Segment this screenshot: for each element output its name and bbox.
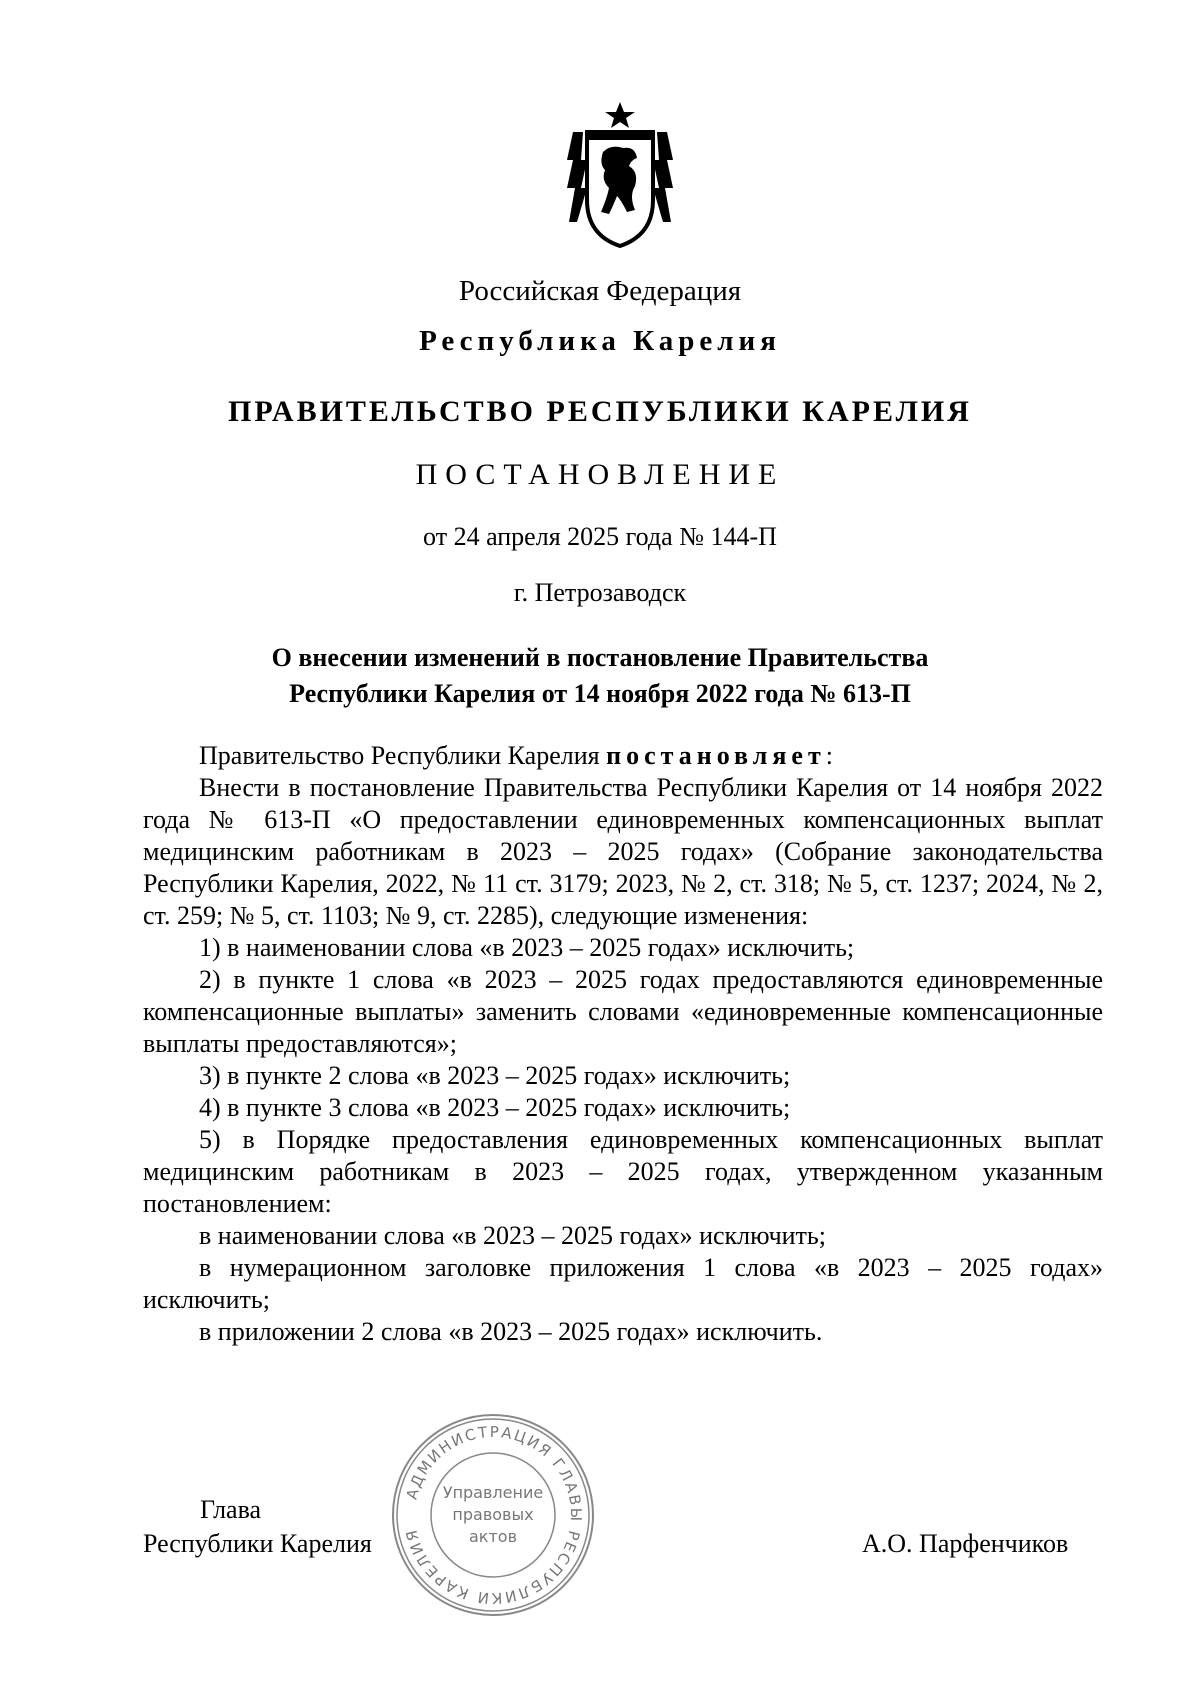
stamp-ring-text: АДМИНИСТРАЦИЯ ГЛАВЫ РЕСПУБЛИКИ КАРЕЛИЯ [402,1422,586,1608]
intro-colon: : [825,741,833,770]
document-date-number: от 24 апреля 2025 года № 144-П [423,522,777,551]
body-paragraph-item-1: 1) в наименовании слова «в 2023 – 2025 годах» исключить; [199,933,855,962]
document-city: г. Петрозаводск [513,578,687,607]
official-stamp [388,1410,598,1620]
document-type: ПОСТАНОВЛЕНИЕ [415,458,785,491]
karelia-coat-of-arms-icon [565,100,675,250]
body-paragraph-sub-3: в приложении 2 слова «в 2023 – 2025 годах» исключить. [199,1317,823,1346]
signature-organization: Республики Карелия [143,1529,372,1558]
signature-position: Глава [200,1495,262,1524]
body-paragraph-sub-2: в нумерационном заголовке приложения 1 слова «в 2023 – 2025 годах» исключить; [143,1253,1103,1314]
body-paragraph-item-5: 5) в Порядке предоставления единовременных компенсационных выплат медицинским работникам в 2023 – 2025 годах, утвержденном указанным постановлением: [143,1125,1103,1218]
document-title [0,640,1200,712]
signature-name: А.О. Парфенчиков [862,1529,1069,1558]
republic-name: Республика Карелия [419,325,781,357]
government-name: ПРАВИТЕЛЬСТВО РЕСПУБЛИКИ КАРЕЛИЯ [228,395,972,428]
title-line-1: О внесении изменений в постановление Правительства [271,643,929,672]
stamp-center-line-1: Управление [442,1483,544,1502]
intro-paragraph [143,740,1103,772]
stamp-center-line-2: правовых [452,1505,534,1524]
body-paragraph-item-4: 4) в пункте 3 слова «в 2023 – 2025 годах» исключить; [199,1093,791,1122]
body-paragraph-main: Внести в постановление Правительства Республики Карелия от 14 ноября 2022 года № 613-П «О предоставлении единовременных компенсационных выплат медицинским работникам в 2023 – 2025 годах» (Собрание законодательства Республики Карелия, 2022, № 11 ст. 3179; 2023, № 2, ст. 318; № 5, ст. 1237; 2024, № 2, ст. 259; № 5, ст. 1103; № 9, ст. 2285), следующие изменения: [143,773,1103,930]
document-body [143,740,1103,1348]
body-paragraph-item-2: 2) в пункте 1 слова «в 2023 – 2025 годах предоставляются единовременные компенсационные выплаты» заменить словами «единовременные компенсационные выплаты предоставляются»; [143,965,1103,1058]
country-name: Российская Федерация [458,275,742,307]
body-paragraph-item-3: 3) в пункте 2 слова «в 2023 – 2025 годах» исключить; [199,1061,791,1090]
intro-text: Правительство Республики Карелия [199,741,607,770]
intro-verb: постановляет [606,741,826,770]
body-paragraph-sub-1: в наименовании слова «в 2023 – 2025 годах» исключить; [199,1221,826,1250]
stamp-center-line-3: актов [468,1527,518,1546]
title-line-2: Республики Карелия от 14 ноября 2022 года № 613-П [289,679,911,708]
